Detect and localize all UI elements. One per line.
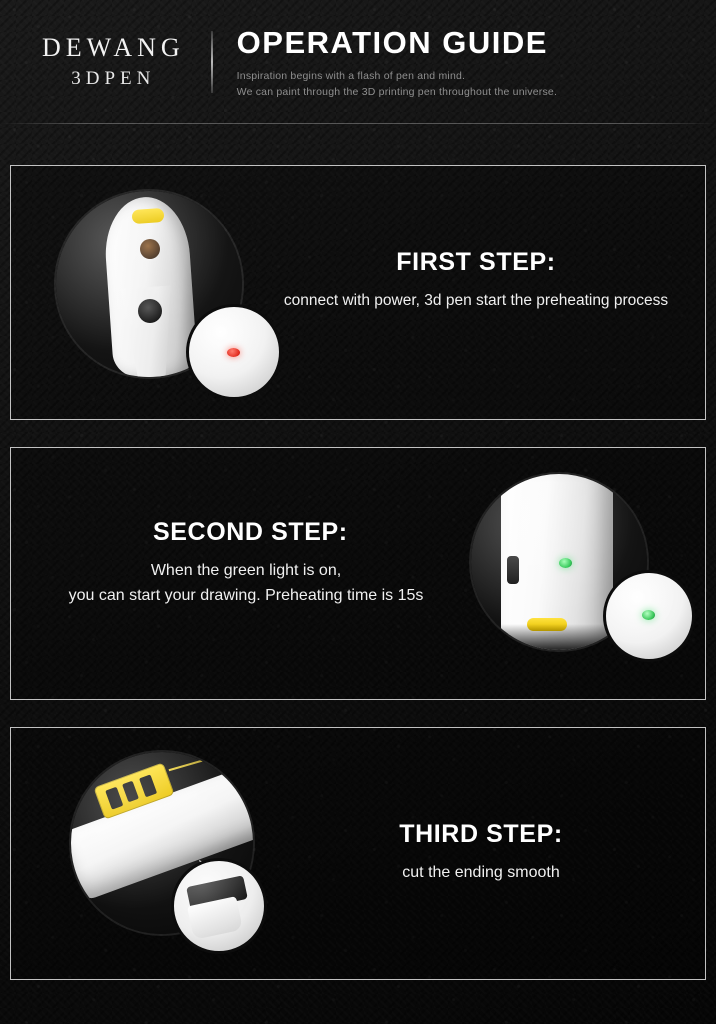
header-inner [0, 24, 557, 100]
photo-red-indicator-closeup [186, 304, 282, 400]
step-1-title: FIRST STEP: [396, 248, 556, 276]
step-panel-first [10, 165, 706, 420]
step-2-description-line-2: you can start your drawing. Preheating time is 15s [68, 586, 424, 604]
header-rule [0, 123, 716, 124]
photo-nozzle-closeup [171, 858, 267, 954]
page-title: OPERATION GUIDE [236, 25, 548, 61]
header-divider [211, 31, 213, 93]
green-led-icon [559, 558, 572, 568]
title-block [237, 24, 557, 100]
red-led-icon [227, 348, 240, 357]
step-3-title: THIRD STEP: [399, 820, 563, 848]
step-3-description: cut the ending smooth [402, 864, 560, 881]
page-header [0, 0, 716, 124]
filament-inlet-illustration [140, 239, 160, 259]
brand-subtitle: 3DPEN [71, 67, 156, 89]
step-1-description: connect with power, 3d pen start the preheating process [283, 292, 669, 309]
tagline-line-1: Inspiration begins with a flash of pen and mind. [236, 70, 466, 83]
step-2-text-block [31, 518, 461, 609]
brand-name: DEWANG [42, 33, 185, 63]
tagline-line-2: We can paint through the 3D printing pen throughout the universe. [236, 85, 558, 98]
photo-green-indicator-closeup [603, 570, 695, 662]
yellow-button-illustration [132, 208, 165, 224]
green-led-icon [642, 610, 655, 620]
step-panel-second [10, 447, 706, 700]
step-2-description-line-1: When the green light is on, [150, 562, 342, 579]
step-panel-third [10, 727, 706, 980]
pen-slot-illustration [507, 556, 519, 584]
brand-logo [42, 32, 211, 91]
step-1-text-block [261, 248, 691, 313]
step-2-title: SECOND STEP: [153, 518, 348, 546]
nozzle-opening-illustration [138, 299, 162, 323]
step-3-text-block [281, 820, 681, 886]
photo-shadow [501, 624, 613, 650]
